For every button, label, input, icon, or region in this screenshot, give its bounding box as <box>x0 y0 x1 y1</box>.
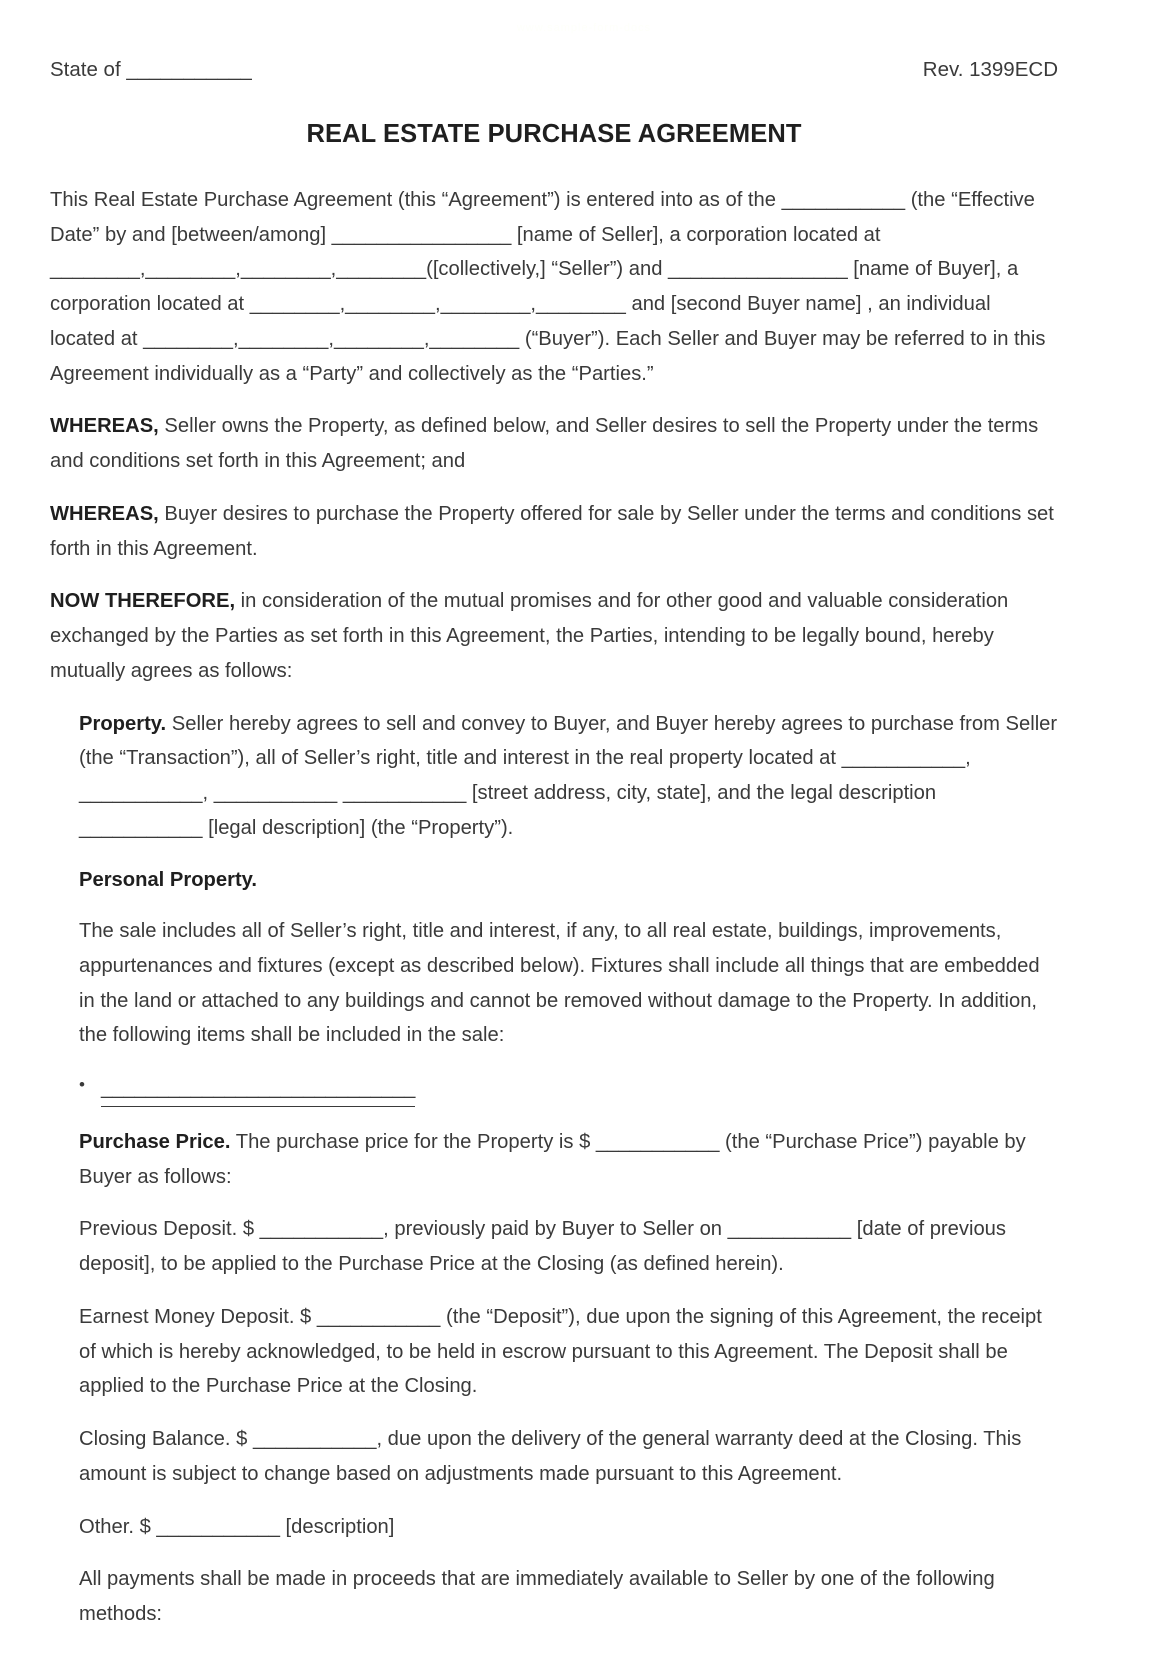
clause-all-payments: All payments shall be made in proceeds that are immediately available to Seller by one of the following methods: <box>79 1568 995 1625</box>
list-item <box>79 1071 1058 1107</box>
whereas-1-body: Seller owns the Property, as defined below, and Seller desires to sell the Property under the terms and conditions set forth in this Agreement; and <box>50 415 1039 473</box>
document-header <box>50 58 1058 82</box>
page-title: REAL ESTATE PURCHASE AGREEMENT <box>306 120 802 148</box>
personal-property-label: Personal Property. <box>79 869 258 892</box>
document-content <box>50 58 1058 1650</box>
clause-other: Other. $ ___________ [description] <box>79 1515 395 1538</box>
whereas-2-lead: WHEREAS, <box>50 502 159 525</box>
whereas-1-lead: WHEREAS, <box>50 415 159 438</box>
clause-earnest-money-deposit: Earnest Money Deposit. $ ___________ (the “Deposit”), due upon the signing of this Agreement, the receipt of which is hereby acknowledged, to be held in escrow pursuant to this Agreement. The Deposit shall be applied to the Purchase Price at the Closing. <box>79 1305 1042 1398</box>
personal-property-item-list <box>50 1071 1058 1107</box>
clause-property-body: Seller hereby agrees to sell and convey to Buyer, and Buyer hereby agrees to purchase from Seller (the “Transaction”), all of Seller’s right, title and interest in the real property located at ___________, ___________, ___________ ___________ [street address, city, state], and the legal description ___________ [legal description] (the “Property”). <box>79 712 1058 839</box>
whereas-2-body: Buyer desires to purchase the Property offered for sale by Seller under the terms and conditions set forth in this Agreement. <box>50 502 1054 560</box>
revision-label: Rev. 1399ECD <box>922 58 1058 81</box>
clause-personal-property-body: The sale includes all of Seller’s right, title and interest, if any, to all real estate, buildings, improvements, appurtenances and fixtures (except as described below). Fixtures shall include all things that are embedded in the land or attached to any buildings and cannot be removed without damage to the Property. In addition, the following items shall be included in the sale: <box>79 920 1040 1047</box>
clause-purchase-price <box>79 1125 1058 1194</box>
page-watermark: www.sample-form-docs <box>516 22 652 34</box>
now-therefore-body: in consideration of the mutual promises and for other good and valuable consideration exchanged by the Parties as set forth in this Agreement, the Parties, intending to be legally bound, hereby mutually agrees as follows: <box>50 590 1009 682</box>
clause-property-heading: Property. <box>79 712 167 735</box>
clause-closing-balance: Closing Balance. $ ___________, due upon the delivery of the general warranty deed at the Closing. This amount is subject to change based on adjustments made pursuant to this Agreement. <box>79 1428 1022 1485</box>
personal-property-blank: ____________________________ <box>101 1071 415 1107</box>
clause-purchase-price-heading: Purchase Price. <box>79 1130 231 1153</box>
now-therefore-lead: NOW THEREFORE, <box>50 590 236 613</box>
paragraph-whereas-1 <box>50 409 1058 478</box>
paragraph-whereas-2 <box>50 497 1058 566</box>
clause-property <box>79 707 1058 846</box>
clause-purchase-price-body: The purchase price for the Property is $ ___________ (the “Purchase Price”) payable by Buyer as follows: <box>79 1130 1026 1188</box>
clause-personal-property-heading <box>79 863 1058 898</box>
paragraph-now-therefore <box>50 584 1058 688</box>
paragraph-preamble: This Real Estate Purchase Agreement (this “Agreement”) is entered into as of the ___________ (the “Effective Date” by and [between/among] ________________ [name of Seller], a corporation located at ________,________,________,________([collectively,] “Seller”) and ________________ [name of Buyer], a corporation located at ________,________,________,________ and [second Buyer name] , an individual located at ________,________,________,________ (“Buyer”). Each Seller and Buyer may be referred to in this Agreement individually as a “Party” and collectively as the “Parties.” <box>50 189 1046 385</box>
state-of-field: State of ___________ <box>50 58 252 81</box>
clause-previous-deposit: Previous Deposit. $ ___________, previously paid by Buyer to Seller on ___________ [date of previous deposit], to be applied to the Purchase Price at the Closing (as defined herein). <box>79 1218 1007 1276</box>
